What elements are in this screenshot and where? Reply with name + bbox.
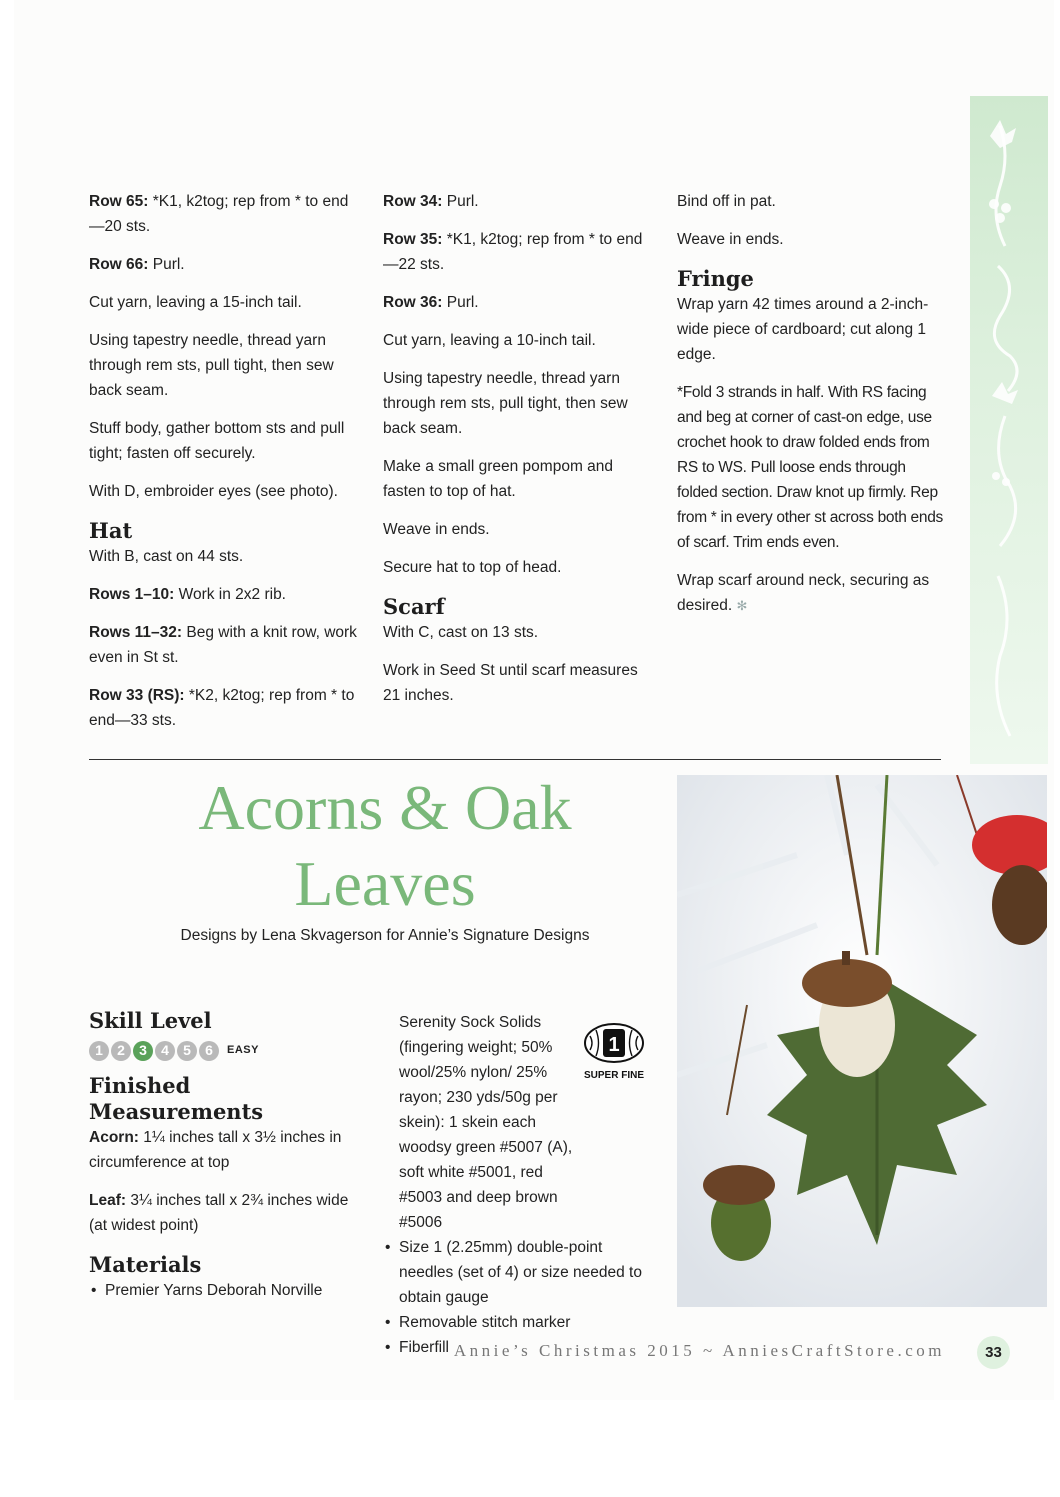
row-text: Purl. [442, 193, 479, 210]
paragraph [383, 227, 648, 277]
scarf-heading: Scarf [383, 594, 445, 619]
row-label: Rows 1–10: [89, 586, 175, 603]
holly-ornament-icon [970, 96, 1048, 764]
acorn-ornament-photo [677, 775, 1047, 1307]
list-item: • Premier Yarns Deborah Norville [89, 1278, 359, 1303]
skill-circle-active: 3 [133, 1041, 153, 1061]
row-label: Row 36: [383, 294, 443, 311]
paragraph: *Fold 3 strands in half. With RS facing and beg at corner of cast-on edge, use crochet hook to draw folded ends from RS to WS. Pull loose ends through folded section. Draw knot up firmly. Rep from * in every other st across both ends of scarf. Trim ends even. [677, 384, 943, 551]
column-2 [383, 189, 648, 721]
row-text: Work in 2x2 rib. [174, 586, 286, 603]
row-label: Row 65: [89, 193, 149, 210]
paragraph [89, 620, 359, 670]
paragraph: Weave in ends. [383, 521, 490, 538]
row-text: Beg with a knit row, work even in St st. [89, 624, 357, 666]
paragraph: Cut yarn, leaving a 10-inch tail. [383, 332, 596, 349]
section-divider [89, 759, 941, 760]
paragraph: Stuff body, gather bottom sts and pull tight; fasten off securely. [89, 420, 345, 462]
row-label: Row 35: [383, 231, 443, 248]
paragraph [89, 189, 359, 239]
paragraph: Work in Seed St until scarf measures 21 inches. [383, 662, 638, 704]
skill-circle: 4 [155, 1041, 175, 1061]
measure-label: Leaf: [89, 1192, 127, 1209]
pattern-title [150, 770, 620, 922]
hat-heading: Hat [89, 518, 133, 543]
measure-label: Acorn: [89, 1129, 139, 1146]
row-label: Rows 11–32: [89, 624, 183, 641]
column-1 [89, 189, 359, 746]
paragraph: Secure hat to top of head. [383, 559, 562, 576]
skill-level-heading: Skill Level [89, 1008, 212, 1033]
row-text: *K1, k2tog; rep from * to end—22 sts. [383, 231, 643, 273]
paragraph [89, 683, 359, 733]
paragraph: With D, embroider eyes (see photo). [89, 483, 338, 500]
paragraph: With C, cast on 13 sts. [383, 624, 539, 641]
row-text: Purl. [148, 256, 185, 273]
skill-label: EASY [227, 1044, 259, 1056]
decorative-side-strip [970, 96, 1048, 764]
yarn-weight-label: SUPER FINE [583, 1070, 644, 1081]
details-column-1 [89, 1008, 359, 1303]
paragraph [89, 582, 359, 607]
paragraph [89, 1188, 359, 1238]
paragraph: Weave in ends. [677, 231, 784, 248]
yarn-skein-icon [582, 1022, 646, 1064]
list-item: • Fiberfill [383, 1335, 648, 1360]
paragraph: Cut yarn, leaving a 15-inch tail. [89, 294, 302, 311]
materials-heading: Materials [89, 1252, 202, 1277]
skill-circle: 5 [177, 1041, 197, 1061]
paragraph [89, 1125, 359, 1175]
paragraph [383, 189, 648, 214]
paragraph: Using tapestry needle, thread yarn through rem sts, pull tight, then sew back seam. [383, 370, 628, 437]
paragraph [677, 568, 945, 618]
skill-circle: 2 [111, 1041, 131, 1061]
materials-continued: Serenity Sock Solids (fingering weight; 50% wool/25% nylon/ 25% rayon; 230 yds/50g per skein): 1 skein each woodsy green #5007 (A), soft white #5001, red #5003 and deep brown #5006 [399, 1014, 573, 1231]
end-mark-icon: ✻ [736, 598, 748, 613]
fringe-heading: Fringe [677, 266, 754, 291]
measure-text: 1¼ inches tall x 3½ inches in circumference at top [89, 1129, 342, 1171]
row-label: Row 66: [89, 256, 149, 273]
row-text: *K2, k2tog; rep from * to end—33 sts. [89, 687, 355, 729]
paragraph-text: Wrap scarf around neck, securing as desired. [677, 572, 930, 614]
row-label: Row 34: [383, 193, 443, 210]
row-label: Row 33 (RS): [89, 687, 185, 704]
yarn-weight-number: 1 [608, 1034, 620, 1056]
skill-circle: 1 [89, 1041, 109, 1061]
finished-measurements-heading: Finished Measurements [89, 1073, 264, 1124]
paragraph: Bind off in pat. [677, 193, 776, 210]
skill-level-indicator [89, 1038, 359, 1063]
row-text: Purl. [442, 294, 479, 311]
row-text: *K1, k2tog; rep from * to end—20 sts. [89, 193, 349, 235]
paragraph [89, 252, 359, 277]
paragraph: Wrap yarn 42 times around a 2-inch-wide piece of cardboard; cut along 1 edge. [677, 296, 929, 363]
title-line-2: Leaves [294, 848, 476, 919]
list-item: • Size 1 (2.25mm) double-point needles (set of 4) or size needed to obtain gauge [383, 1235, 648, 1310]
measure-text: 3¼ inches tall x 2¾ inches wide (at widest point) [89, 1192, 349, 1234]
yarn-weight-badge [582, 1022, 646, 1082]
page-number: 33 [977, 1336, 1010, 1369]
paragraph: Make a small green pompom and fasten to top of hat. [383, 458, 614, 500]
list-item: • Removable stitch marker [383, 1310, 648, 1335]
title-line-1: Acorns & Oak [198, 772, 572, 843]
column-3 [677, 189, 945, 631]
paragraph [383, 290, 648, 315]
paragraph: Using tapestry needle, thread yarn through rem sts, pull tight, then sew back seam. [89, 332, 334, 399]
paragraph: With B, cast on 44 sts. [89, 548, 244, 565]
footer-text: Annie’s Christmas 2015 ~ AnniesCraftStore.com [453, 1341, 945, 1360]
materials-list [89, 1278, 359, 1303]
byline: Designs by Lena Skvagerson for Annie’s Signature Designs [180, 927, 590, 944]
skill-circle: 6 [199, 1041, 219, 1061]
